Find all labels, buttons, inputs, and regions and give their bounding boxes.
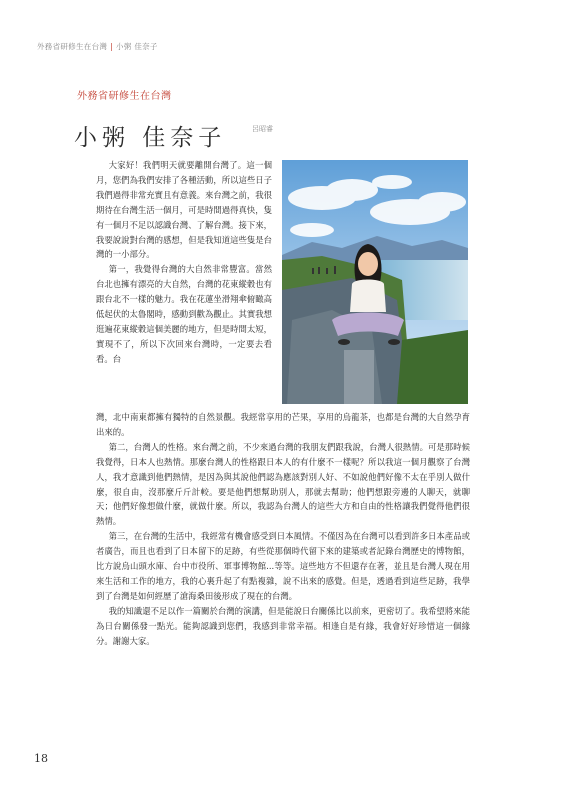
article-body-wrapped — [96, 158, 272, 367]
running-header-author: 小粥 佳奈子 — [116, 42, 158, 51]
portrait-photo — [282, 160, 468, 404]
paragraph-nature-cont: 灣，北中南東都擁有獨特的自然景觀。我經常享用的芒果，享用的烏龍茶，也都是台灣的大自然孕育出來的。 — [96, 412, 470, 437]
paragraph-nature: 第一，我覺得台灣的大自然非常豐富。當然台北也擁有漂亮的大自然，台灣的花東縱穀也有跟台北不一樣的魅力。我在花蓮坐滑翔傘俯瞰高低起伏的太魯閣時，感動到歡為觀止。其實我想逛遍花東縱穀這個美麗的地方，但是時間太短，實現不了，所以下次回來台灣時，一定要去看看。台 — [96, 264, 272, 364]
photo-illustration — [282, 160, 468, 404]
article-body-full — [96, 410, 470, 649]
translator-credit: 呂昭睿 — [252, 125, 273, 133]
running-header-section: 外務省研修生在台灣 — [37, 42, 108, 51]
paragraph-closing: 我的知識還不足以作一篇關於台灣的演講，但是能說日台關係比以前來，更密切了。我希望將來能為日台關係發一點光。能夠認識到您們，我感到非常幸福。相逢自是有緣，我會好好珍惜這一個緣分。謝謝大家。 — [96, 605, 470, 646]
running-header — [37, 41, 158, 52]
running-header-separator: | — [110, 42, 114, 51]
paragraph-intro: 大家好！我們明天就要離開台灣了。這一個月，您們為我們安排了各種活動，所以這些日子我們過得非常充實且有意義。來台灣之前，我很期待在台灣生活一個月，可是時間過得真快，隻有一個月不足以認識台灣、了解台灣。接下來，我要說說對台灣的感想，但是我知道這些隻是台灣的一小部分。 — [96, 160, 272, 260]
stone-post — [344, 350, 374, 404]
article-kicker: 外務省研修生在台灣 — [77, 91, 172, 102]
paragraph-japan: 第三，在台灣的生活中，我經常有機會感受到日本風情。不僅因為在台灣可以看到許多日本產品或者廣告，而且也看到了日本留下的足跡，有些從那個時代留下來的建築或者記錄台灣歷史的博物館，比方說烏山頭水庫、台中市役所、軍事博物館...等等。這些地方不但還存在著，並且是台灣人現在用來生活和工作的地方，我的心裏升起了有點複雜，說不出來的感覺。但是，透過看到這些足跡，我學到了台灣是如何經歷了滄海桑田後形成了現在的台灣。 — [96, 531, 470, 601]
author-name: 小粥 佳奈子 — [74, 125, 227, 152]
bushes — [397, 330, 468, 404]
paragraph-people: 第二，台灣人的性格。來台灣之前，不少來過台灣的我朋友們跟我說，台灣人很熱情。可是那時候我覺得，日本人也熱情。那麼台灣人的性格跟日本人的有什麼不一樣呢？所以我這一個月觀察了台灣人，我才意識到他們熱情，是因為與其說他們認為應該對別人好、不如說他們好像不太在乎別人做什麼，很自由，沒那麼斤斤計較。要是他們想幫助別人，那就去幫助；他們想跟旁邊的人聊天，就聊天；他們好像想做什麼，就做什麼。所以，我認為台灣人的這些大方和自由的性格讓我們覺得他們很熱情。 — [96, 441, 470, 527]
page-number: 18 — [34, 752, 48, 765]
